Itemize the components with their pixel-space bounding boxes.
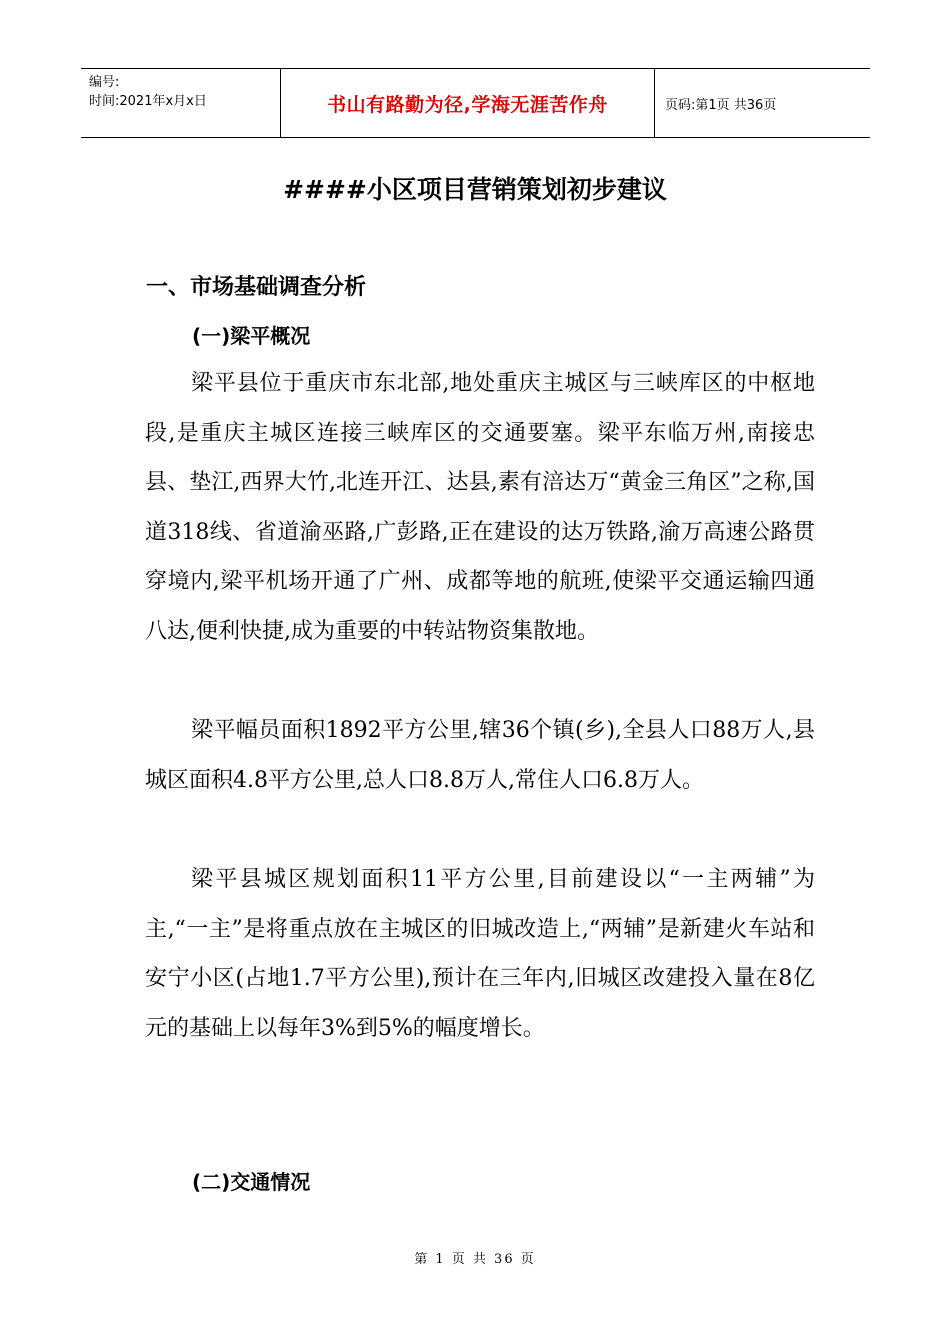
subsection-heading-traffic: (二)交通情况	[192, 1170, 311, 1194]
header-motto: 书山有路勤为径,学海无涯苦作舟	[281, 69, 655, 137]
section-heading-market-analysis: 一、市场基础调查分析	[146, 275, 367, 300]
page-header	[81, 68, 870, 138]
page-footer: 第 1 页 共 36 页	[414, 1252, 536, 1267]
document-number-label: 编号:	[89, 75, 120, 90]
paragraph-location: 梁平县位于重庆市东北部,地处重庆主城区与三峡库区的中枢地段,是重庆主城区连接三峡库区的交通要塞。梁平东临万州,南接忠县、垫江,西界大竹,北连开江、达县,素有涪达万“黄金三角区”之称,国道318线、省道渝巫路,广彭路,正在建设的达万铁路,渝万高速公路贯穿境内,梁平机场开通了广州、成都等地的航班,使梁平交通运输四通八达,便利快捷,成为重要的中转站物资集散地。	[145, 371, 815, 644]
header-meta-cell	[81, 69, 281, 137]
header-page-info: 页码:第1页 共36页	[665, 97, 777, 113]
paragraph-urban-planning: 梁平县城区规划面积11平方公里,目前建设以“一主两辅”为主,“一主”是将重点放在主城区的旧城改造上,“两辅”是新建火车站和安宁小区(占地1.7平方公里),预计在三年内,旧城区改建投入量在8亿元的基础上以每年3%到5%的幅度增长。	[145, 867, 815, 1041]
subsection-heading-overview: (一)梁平概况	[192, 324, 311, 348]
document-time-label: 时间:2021年x月x日	[89, 94, 207, 109]
paragraph-area-population: 梁平幅员面积1892平方公里,辖36个镇(乡),全县人口88万人,县城区面积4.8平方公里,总人口8.8万人,常住人口6.8万人。	[145, 718, 815, 793]
document-title: ####小区项目营销策划初步建议	[283, 175, 667, 204]
